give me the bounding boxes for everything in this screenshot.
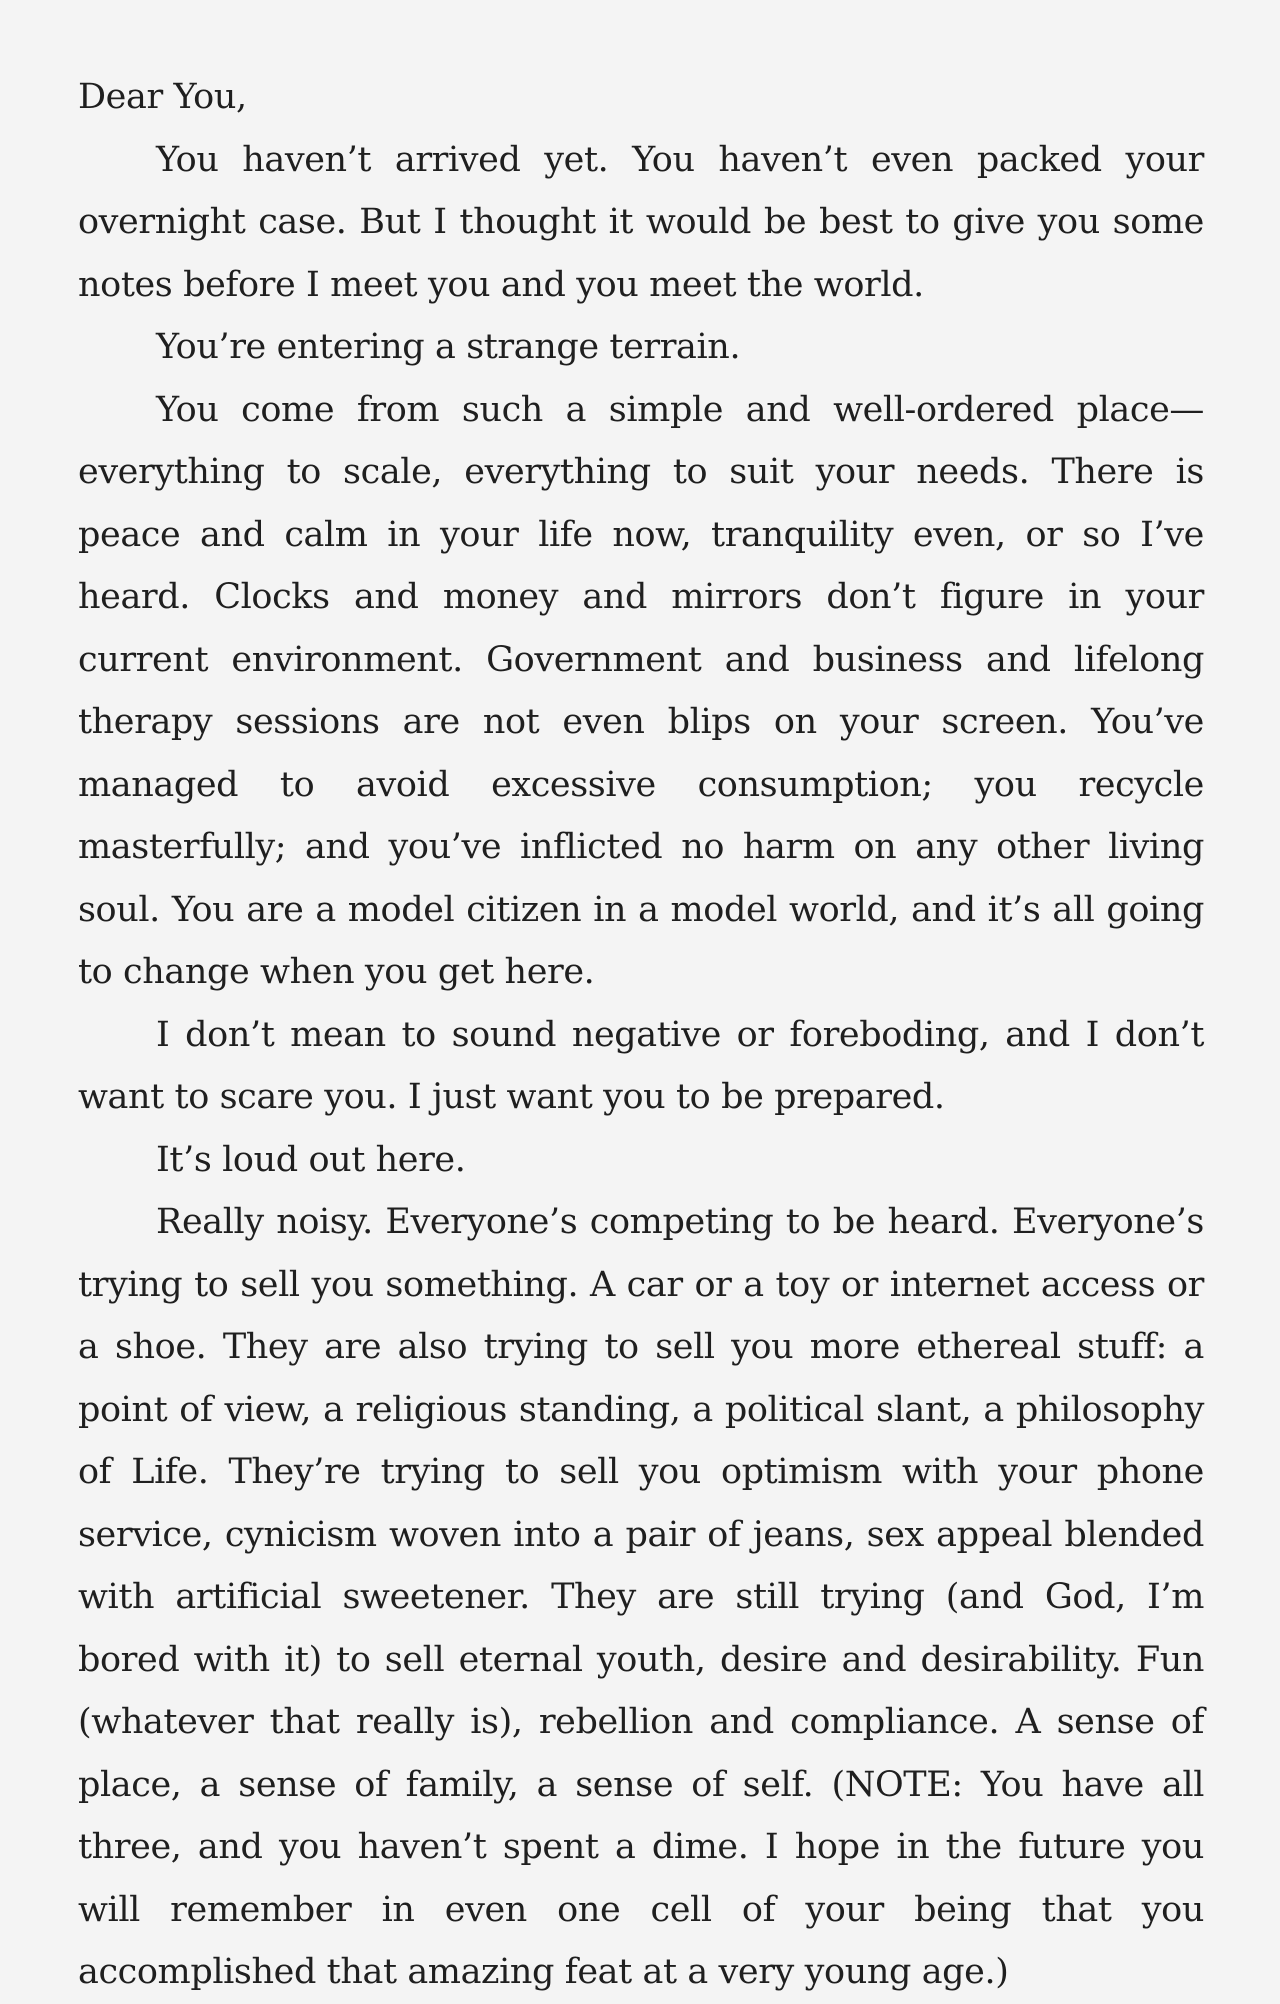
letter-page	[78, 66, 1204, 2004]
paragraph-5: It’s loud out here.	[156, 1139, 466, 1180]
paragraph-6: Really noisy. Everyone’s competing to be heard. Everyone’s trying to sell you something. A car or a toy or internet access or a shoe. They are also trying to sell you more ethereal stuff: a point of view, a religious standing, a political slant, a philosophy of Life. They’re trying to sell you optimism with your phone service, cynicism woven into a pair of jeans, sex appeal blended with artificial sweetener. They are still trying (and God, I’m bored with it) to sell eternal youth, desire and desirability. Fun (whatever that really is), rebellion and compliance. A sense of place, a sense of family, a sense of self. (NOTE: You have all three, and you haven’t spent a dime. I hope in the future you will remember in even one cell of your being that you accomplished that amazing feat at a very young age.)	[78, 1202, 1204, 1992]
paragraph-1: You haven’t arrived yet. You haven’t even packed your overnight case. But I thought it would be best to give you some notes before I meet you and you meet the world.	[78, 139, 1204, 305]
salutation: Dear You,	[78, 77, 247, 117]
paragraph-4: I don’t mean to sound negative or foreboding, and I don’t want to scare you. I just want you to be prepared.	[78, 1014, 1204, 1117]
paragraph-2: You’re entering a strange terrain.	[156, 327, 741, 367]
paragraph-3: You come from such a simple and well-ordered place—everything to scale, everything to suit your needs. There is peace and calm in your life now, tranquility even, or so I’ve heard. Clocks and money and mirrors don’t figure in your current environment. Government and business and lifelong therapy sessions are not even blips on your screen. You’ve managed to avoid excessive consumption; you recycle masterfully; and you’ve inflicted no harm on any other living soul. You are a model citizen in a model world, and it’s all going to change when you get here.	[78, 389, 1204, 992]
